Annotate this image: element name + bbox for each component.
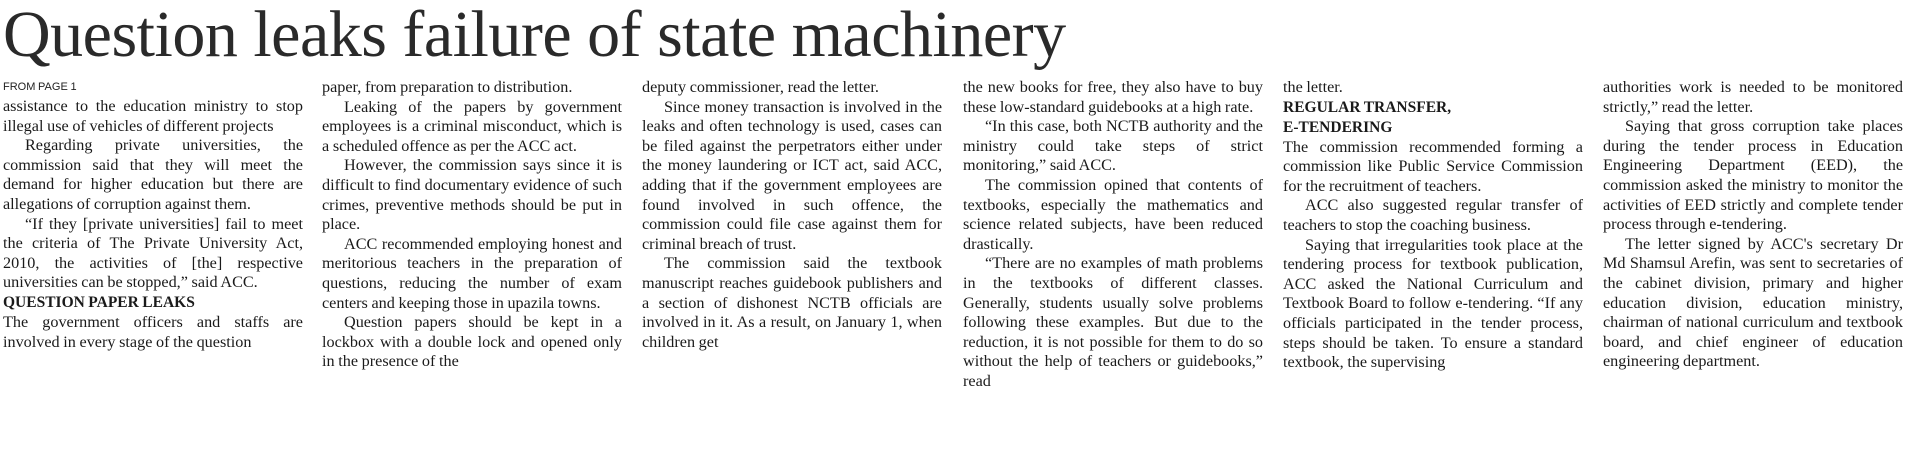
article-paragraph: the letter. <box>1283 78 1343 96</box>
kicker-from-page: FROM PAGE 1 <box>3 81 77 93</box>
article-paragraph: The commission opined that contents of textbooks, especially the mathematics and science related subjects, have been reduced drastically. <box>963 175 1263 253</box>
article-paragraph: The government officers and staffs are involved in every stage of the question <box>3 312 303 351</box>
article-column-4 <box>963 78 1263 392</box>
article-paragraph: Saying that gross corruption take places during the tender process in Education Engineering Department (EED), the commission asked the ministry to monitor the activities of EED strictly and complete tender process through e-tendering. <box>1603 117 1903 234</box>
article-paragraph: Regarding private universities, the commission said that they will meet the demand for higher education but there are allegations of corruption against them. <box>3 136 303 213</box>
article-paragraph: The commission recommended forming a commission like Public Service Commission for the recruitment of teachers. <box>1283 137 1583 195</box>
article-column-3 <box>642 78 942 352</box>
article-paragraph: However, the commission says since it is difficult to find documentary evidence of such crimes, preventive methods should be put in place. <box>322 156 622 234</box>
article-paragraph: ACC recommended employing honest and meritorious teachers in the preparation of questions, reducing the number of exam centers and keeping those in upazila towns. <box>322 234 622 312</box>
article-paragraph: The letter signed by ACC's secretary Dr Md Shamsul Arefin, was sent to secretaries of the cabinet division, primary and higher education division, education ministry, chairman of national curriculum and textbook board, and chief engineer of education engineering department. <box>1603 234 1903 371</box>
article-column-1 <box>3 78 303 352</box>
article-column-6 <box>1603 78 1903 372</box>
section-subhead: QUESTION PAPER LEAKS <box>3 293 195 311</box>
article-column-2 <box>322 78 622 372</box>
article-paragraph: The commission said the textbook manuscript reaches guidebook publishers and a section of dishonest NCTB officials are involved in it. As a result, on January 1, when children get <box>642 254 942 351</box>
article-paragraph: “If they [private universities] fail to meet the criteria of The Private University Act, 2010, the activities of [the] respective universities can be stopped,” said ACC. <box>3 214 303 292</box>
article-paragraph: the new books for free, they also have to buy these low-standard guidebooks at a high rate. <box>963 78 1263 116</box>
section-subhead: E-TENDERING <box>1283 118 1393 136</box>
article-paragraph: “In this case, both NCTB authority and the ministry could take steps of strict monitoring,” said ACC. <box>963 117 1263 175</box>
article-paragraph: Leaking of the papers by government employees is a criminal misconduct, which is a scheduled offence as per the ACC act. <box>322 97 622 155</box>
article-paragraph: ACC also suggested regular transfer of teachers to stop the coaching business. <box>1283 196 1583 234</box>
article-paragraph: authorities work is needed to be monitored strictly,” read the letter. <box>1603 78 1903 116</box>
article-paragraph: “There are no examples of math problems in the textbooks of different classes. Generally, students usually solve problems following these examples. But due to the reduction, it is not possible for them to do so without the help of teachers or guidebooks,” read <box>963 254 1263 390</box>
article-column-5 <box>1283 78 1583 373</box>
article-paragraph: Question papers should be kept in a lockbox with a double lock and opened only in the presence of the <box>322 313 622 371</box>
article-paragraph: deputy commissioner, read the letter. <box>642 78 879 96</box>
article-paragraph: paper, from preparation to distribution. <box>322 78 573 96</box>
article-paragraph: Since money transaction is involved in the leaks and often technology is used, cases can be filed against the perpetrators either under the money laundering or ICT act, said ACC, adding that if the government employees are found involved in such offence, the commission could file case against them for criminal breach of trust. <box>642 97 942 253</box>
headline: Question leaks failure of state machinery <box>3 0 1066 71</box>
section-subhead: REGULAR TRANSFER, <box>1283 98 1452 116</box>
article-paragraph: assistance to the education ministry to stop illegal use of vehicles of different projects <box>3 97 303 135</box>
article-paragraph: Saying that irregularities took place at the tendering process for textbook publication, ACC asked the National Curriculum and Textbook Board to follow e-tendering. “If any officials participated in the tender process, steps should be taken. To ensure a standard textbook, the supervising <box>1283 235 1583 372</box>
